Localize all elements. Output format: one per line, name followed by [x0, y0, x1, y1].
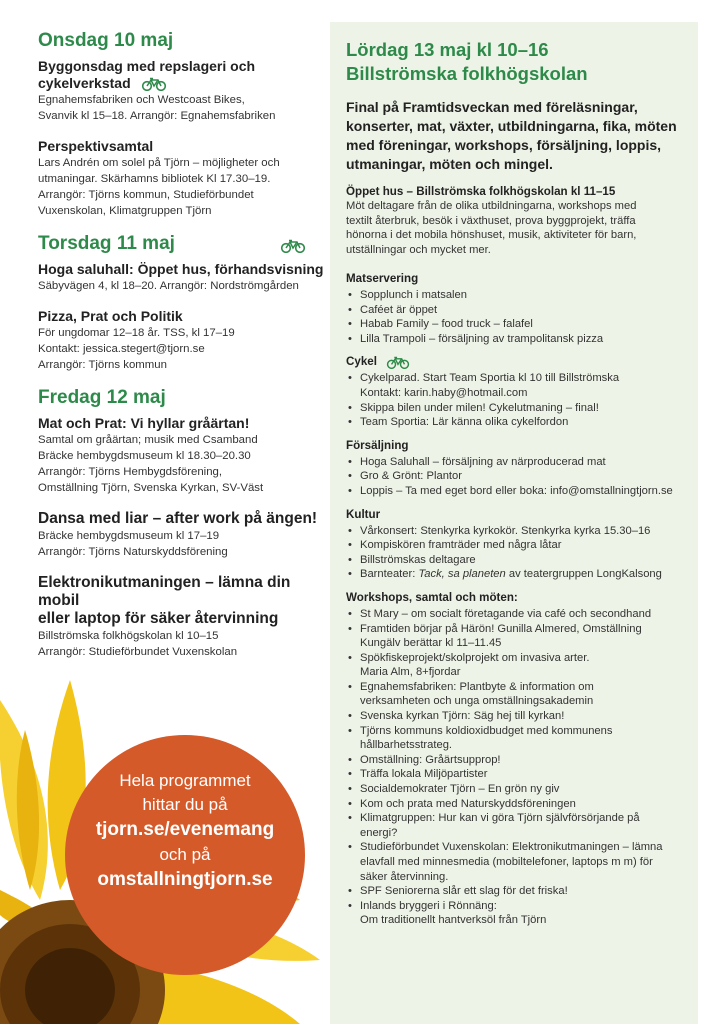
event-title: Pizza, Prat och Politik: [38, 308, 183, 324]
list-item: [346, 709, 682, 724]
open-house-title: Öppet hus – Billströmska folkhögskolan kl 11–15: [346, 185, 616, 198]
event-detail: Arrangör: Tjörns Hembygdsförening,: [38, 466, 223, 478]
list-item: [346, 797, 682, 812]
bicycle-icon: [141, 77, 167, 91]
venue-heading: Billströmska folkhögskolan: [346, 63, 588, 84]
promo-text: hittar du på: [142, 795, 228, 814]
list-item: • Hoga Saluhall – försäljning av närproducerad mat: [346, 455, 682, 470]
list-item: [346, 371, 682, 400]
event-title-line: cykelverkstad: [38, 75, 131, 91]
event-title-line: eller laptop för säker återvinning: [38, 610, 279, 627]
list-item: [346, 767, 682, 782]
theater-prefix: Barnteater:: [360, 568, 419, 581]
promo-circle: [65, 735, 305, 975]
list-item-line: • Egnahemsfabriken: Plantbyte & information om: [360, 680, 594, 693]
saturday-heading: Lördag 13 maj kl 10–16: [346, 39, 549, 60]
list-item: • Habab Family – food truck – falafel: [346, 317, 682, 332]
event-title: [38, 574, 326, 628]
day-heading-torsdag: Torsdag 11 maj: [38, 233, 175, 254]
open-house-line: textilt återbruk, besök i växthuset, prova byggprojekt, träffa: [346, 214, 636, 227]
list-item-line: • Träffa lokala Miljöpartister: [360, 768, 488, 781]
event-mat-och-prat: [38, 415, 326, 496]
list-item: • Lilla Trampoli – försäljning av trampolitansk pizza: [346, 332, 682, 347]
event-title: Hoga saluhall: Öppet hus, förhandsvisning: [38, 261, 324, 277]
promo-link-omstallning[interactable]: omstallningtjorn.se: [97, 869, 273, 890]
list-item: [346, 622, 682, 651]
list-item-line: • Inlands bryggeri i Rönnäng:: [360, 899, 497, 912]
event-title: [38, 58, 326, 92]
list-matservering: [346, 288, 682, 346]
list-item: • Sopplunch i matsalen: [346, 288, 682, 303]
list-item-line: • Klimatgruppen: Hur kan vi göra Tjörn självförsörjande på: [360, 812, 640, 825]
list-item-line: • Spökfiskeprojekt/skolprojekt om invasiva arter.: [360, 651, 590, 664]
event-detail: Billströmska folkhögskolan kl 10–15: [38, 630, 219, 642]
intro-line: konserter, mat, växter, utbildningarna, fika, möten: [346, 118, 677, 134]
list-item-line: Om traditionellt hantverksöl från Tjörn: [360, 914, 547, 927]
event-hoga-saluhall: [38, 261, 326, 294]
intro-line: Final på Framtidsveckan med föreläsningar,: [346, 99, 638, 115]
event-detail: Bräcke hembygdsmuseum kl 18.30–20.30: [38, 450, 251, 462]
list-item-line: verksamheten och unga omställningsakademin: [360, 695, 594, 708]
event-detail: Arrangör: Tjörns Naturskyddsförening: [38, 546, 228, 558]
promo-text: och på: [159, 845, 211, 864]
left-column: [38, 30, 326, 674]
list-item: [346, 840, 682, 884]
event-detail: Kontakt: jessica.stegert@tjorn.se: [38, 343, 205, 355]
list-item-line: • St Mary – om socialt företagande via café och secondhand: [360, 607, 652, 620]
list-workshops: [346, 607, 682, 928]
list-item: [346, 607, 682, 622]
list-item: [346, 680, 682, 709]
open-house-text: [346, 199, 682, 257]
list-item: • Caféet är öppet: [346, 303, 682, 318]
theater-suffix: av teatergruppen LongKalsong: [505, 568, 662, 581]
list-item: • Loppis – Ta med eget bord eller boka: info@omstallningtjorn.se: [346, 484, 682, 499]
event-detail: Vuxenskolan, Klimatgruppen Tjörn: [38, 205, 212, 217]
day-row-torsdag: [38, 233, 326, 261]
list-item: • Gro & Grönt: Plantor: [346, 469, 682, 484]
intro-line: utmaningar, möten och mingel.: [346, 156, 553, 172]
list-item: [346, 753, 682, 768]
event-detail: Arrangör: Tjörns kommun: [38, 359, 167, 371]
event-title-line: Elektronikutmaningen – lämna din mobil: [38, 574, 291, 609]
open-house-line: Möt deltagare från de olika utbildningarna, workshops med: [346, 200, 637, 212]
day-heading-onsdag: Onsdag 10 maj: [38, 30, 174, 51]
event-detail: utmaningar. Skärhamns bibliotek Kl 17.30–19.: [38, 173, 271, 185]
bicycle-icon: [386, 356, 410, 369]
section-title-matservering: Matservering: [346, 272, 419, 285]
list-item-line: • Studieförbundet Vuxenskolan: Elektronikutmaningen – lämna: [360, 841, 663, 854]
section-title-workshops: Workshops, samtal och möten:: [346, 590, 518, 604]
section-title-forsaljning: Försäljning: [346, 438, 409, 452]
right-panel: [330, 22, 698, 1024]
bicycle-icon: [280, 239, 306, 253]
event-perspektivsamtal: [38, 138, 326, 219]
list-item-line: Maria Alm, 8+fjordar: [360, 666, 461, 679]
list-item: [346, 782, 682, 797]
event-detail: Svanvik kl 15–18. Arrangör: Egnahemsfabriken: [38, 110, 276, 122]
list-item-line: • Framtiden börjar på Härön! Gunilla Almered, Omställning: [360, 622, 642, 635]
event-title: Perspektivsamtal: [38, 138, 154, 154]
list-item-line: • Svenska kyrkan Tjörn: Säg hej till kyrkan!: [360, 710, 565, 723]
event-title-line: Byggonsdag med repslageri och: [38, 58, 256, 74]
event-pizza-prat-politik: [38, 308, 326, 373]
event-dansa-med-liar: [38, 510, 326, 560]
event-detail: Egnahemsfabriken och Westcoast Bikes,: [38, 94, 245, 106]
section-title-text: Cykel: [346, 355, 377, 369]
event-detail: Arrangör: Tjörns kommun, Studieförbundet: [38, 189, 254, 201]
list-item-line: hållbarhetsstrateg.: [360, 739, 453, 752]
promo-link-tjorn[interactable]: tjorn.se/evenemang: [95, 819, 275, 840]
list-item: • Vårkonsert: Stenkyrka kyrkokör. Stenkyrka kyrka 15.30–16: [346, 524, 682, 539]
day-heading-fredag: Fredag 12 maj: [38, 387, 166, 408]
list-cykel: [346, 371, 682, 429]
list-item: • Skippa bilen under milen! Cykelutmaning – final!: [346, 401, 682, 416]
list-item: [346, 899, 682, 928]
intro-line: med föreningar, workshops, försäljning, loppis,: [346, 137, 662, 153]
list-item-line: • Socialdemokrater Tjörn – En grön ny giv: [360, 783, 560, 796]
theater-title: Tack, sa planeten: [418, 568, 506, 581]
list-item-line: energi?: [360, 826, 398, 839]
event-detail: För ungdomar 12–18 år. TSS, kl 17–19: [38, 327, 235, 339]
section-title-cykel: [346, 354, 682, 369]
open-house-line: utställningar och mycket mer.: [346, 243, 491, 256]
list-item: • Billströmskas deltagare: [346, 553, 682, 568]
list-item: • Kompiskören framträder med några låtar: [346, 538, 682, 553]
list-item: [346, 811, 682, 840]
event-title: Dansa med liar – after work på ängen!: [38, 510, 318, 527]
event-detail: Samtal om gråärtan; musik med Csamband: [38, 434, 258, 446]
list-item-line: • Kom och prata med Naturskyddsföreningen: [360, 797, 576, 810]
list-item-line: Kungälv berättar kl 11–11.45: [360, 637, 502, 650]
list-item-line: säker återvinning.: [360, 870, 449, 883]
list-item-line: • Omställning: Gråärtsupprop!: [360, 753, 501, 766]
list-forsaljning: [346, 455, 682, 499]
list-item: [346, 884, 682, 899]
list-item: [346, 651, 682, 680]
event-detail: Bräcke hembygdsmuseum kl 17–19: [38, 530, 220, 542]
event-byggonsdag: [38, 58, 326, 124]
list-item-line: • Cykelparad. Start Team Sportia kl 10 till Billströmska: [360, 372, 620, 385]
event-elektronikutmaningen: [38, 574, 326, 660]
event-detail: Säbyvägen 4, kl 18–20. Arrangör: Nordströmgården: [38, 280, 299, 292]
promo-text: Hela programmet: [119, 771, 251, 790]
list-item-line: elavfall med minnesmedia (mobiltelefoner, laptops m m) för: [360, 856, 653, 868]
list-item-barnteater: [346, 567, 682, 582]
event-detail: Arrangör: Studieförbundet Vuxenskolan: [38, 646, 238, 658]
list-item: [346, 724, 682, 753]
list-kultur: [346, 524, 682, 582]
saturday-intro: [346, 98, 682, 174]
list-item-line: Kontakt: karin.haby@hotmail.com: [360, 386, 528, 399]
event-detail: Lars Andrén om solel på Tjörn – möjligheter och: [38, 157, 280, 169]
open-house-line: hönorna i det mobila hönshuset, musik, aktiviteter för barn,: [346, 229, 637, 241]
list-item: • Team Sportia: Lär känna olika cykelfordon: [346, 415, 682, 430]
event-detail: Omställning Tjörn, Svenska Kyrkan, SV-Väst: [38, 482, 264, 494]
list-item-line: • SPF Seniorerna slår ett slag för det friska!: [360, 885, 568, 898]
event-title: Mat och Prat: Vi hyllar gråärtan!: [38, 415, 250, 431]
list-item-line: • Tjörns kommuns koldioxidbudget med kommunens: [360, 724, 613, 737]
section-title-kultur: Kultur: [346, 507, 381, 521]
